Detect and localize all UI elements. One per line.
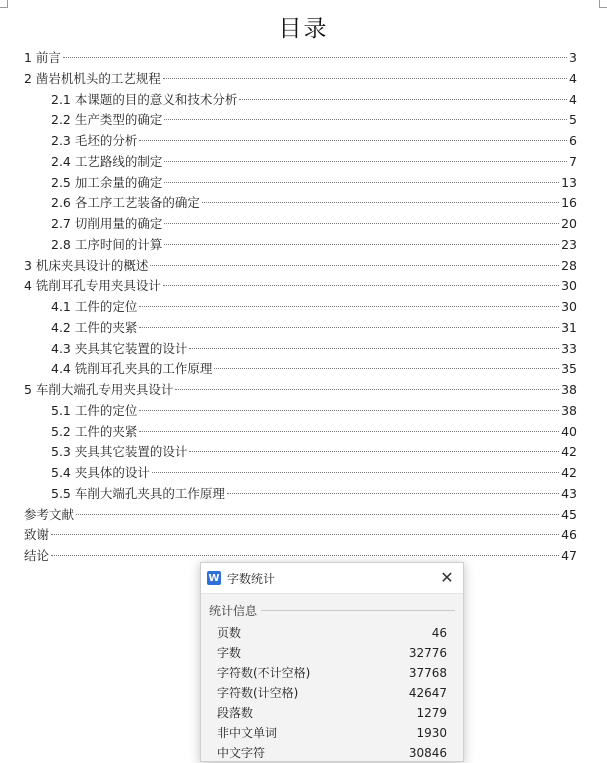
stat-value: 30846: [408, 746, 447, 760]
toc-entry[interactable]: [24, 110, 577, 131]
stat-row: [201, 703, 463, 723]
toc-entry-title: 致谢: [24, 527, 50, 543]
toc-entry[interactable]: [24, 69, 577, 90]
toc-entry-page: 7: [569, 153, 577, 169]
toc-entry-title: 5.3 夹具其它装置的设计: [51, 444, 188, 460]
toc-title: 目录: [278, 16, 329, 42]
stat-label: 字符数(计空格): [217, 686, 299, 700]
statistics-list: [201, 623, 463, 763]
page-corner-mark-left: [0, 0, 8, 8]
toc-leader-dots: [189, 451, 559, 452]
toc-entry-title: 4.2 工件的夹紧: [51, 319, 138, 335]
toc-leader-dots: [63, 57, 567, 58]
toc-entry[interactable]: [24, 193, 577, 214]
toc-entry-page: 42: [561, 444, 577, 460]
toc-entry-page: 45: [561, 506, 577, 522]
toc-leader-dots: [227, 493, 559, 494]
stat-label: 字数: [217, 646, 242, 660]
statistics-section-header: [209, 602, 455, 619]
toc-entry-title: 4.3 夹具其它装置的设计: [51, 340, 188, 356]
toc-entry-title: 参考文献: [24, 506, 75, 522]
toc-leader-dots: [164, 244, 559, 245]
toc-entry-page: 4: [569, 70, 577, 86]
toc-entry-title: 4 铣削耳孔专用夹具设计: [24, 278, 161, 294]
dialog-header: [201, 563, 463, 594]
toc-leader-dots: [139, 140, 567, 141]
toc-entry-title: 5.2 工件的夹紧: [51, 423, 138, 439]
stat-value: 37768: [408, 666, 447, 680]
toc-entry-page: 6: [569, 133, 577, 148]
toc-entry-title: 2.1 本课题的目的意义和技术分析: [51, 91, 238, 107]
toc-entry-title: 5.4 夹具体的设计: [51, 465, 150, 480]
close-icon[interactable]: ✕: [440, 567, 454, 587]
toc-entry-page: 30: [561, 299, 577, 314]
toc-leader-dots: [164, 161, 567, 162]
toc-entry-title: 2.8 工序时间的计算: [51, 236, 163, 252]
toc-entry[interactable]: [24, 484, 577, 505]
toc-leader-dots: [202, 202, 559, 203]
toc-entry-page: 38: [561, 402, 577, 418]
toc-entry[interactable]: [24, 131, 577, 152]
toc-entry-title: 3 机床夹具设计的概述: [24, 257, 149, 273]
toc-entry-page: 43: [561, 485, 577, 501]
toc-entry-title: 2.4 工艺路线的制定: [51, 153, 163, 169]
toc-entry-title: 4.4 铣削耳孔夹具的工作原理: [51, 361, 213, 377]
toc-entry-page: 47: [561, 548, 577, 563]
toc-entry-title: 2.3 毛坯的分析: [51, 133, 138, 148]
toc-entry-page: 28: [561, 257, 577, 273]
toc-entry-page: 35: [561, 361, 577, 377]
toc-entry-title: 5 车削大端孔专用夹具设计: [24, 382, 174, 397]
toc-leader-dots: [239, 99, 567, 100]
toc-leader-dots: [152, 472, 559, 473]
wps-writer-icon: W: [208, 572, 220, 584]
toc-entry-page: 42: [561, 465, 577, 480]
toc-entry-title: 2.6 各工序工艺装备的确定: [51, 195, 200, 211]
stat-label: 页数: [217, 626, 242, 640]
toc-entry[interactable]: [24, 401, 577, 422]
toc-entry-title: 4.1 工件的定位: [51, 299, 138, 314]
toc-entry[interactable]: [24, 442, 577, 463]
toc-leader-dots: [175, 389, 559, 390]
toc-leader-dots: [163, 78, 567, 79]
toc-entry-title: 结论: [24, 548, 50, 563]
toc-entry-page: 13: [561, 174, 577, 190]
toc-entry[interactable]: [24, 422, 577, 443]
table-of-contents: [24, 48, 577, 567]
toc-entry-title: 2 凿岩机机头的工艺规程: [24, 70, 161, 86]
toc-entry-title: 2.5 加工余量的确定: [51, 174, 163, 190]
toc-entry-page: 16: [561, 195, 577, 211]
section-label: 统计信息: [209, 604, 258, 618]
toc-entry[interactable]: [24, 48, 577, 69]
page-corner-mark-right: [599, 0, 607, 8]
toc-leader-dots: [164, 182, 559, 183]
toc-entry-page: 38: [561, 382, 577, 397]
toc-entry-title: 1 前言: [24, 50, 61, 65]
toc-leader-dots: [139, 306, 559, 307]
stat-label: 段落数: [217, 706, 254, 720]
toc-entry-page: 40: [561, 423, 577, 439]
toc-entry-page: 31: [561, 319, 577, 335]
stat-row: [201, 743, 463, 763]
stat-value: 1930: [416, 726, 447, 740]
stat-value: 42647: [408, 686, 447, 700]
toc-entry-title: 2.2 生产类型的确定: [51, 112, 163, 128]
toc-leader-dots: [139, 327, 559, 328]
toc-leader-dots: [163, 285, 559, 286]
toc-leader-dots: [51, 555, 559, 556]
toc-entry[interactable]: [24, 276, 577, 297]
toc-entry[interactable]: [24, 505, 577, 526]
stat-label: 非中文单词: [217, 726, 278, 740]
word-count-dialog: [200, 562, 464, 762]
toc-entry[interactable]: [24, 214, 577, 235]
toc-leader-dots: [139, 410, 559, 411]
stat-row: [201, 643, 463, 663]
toc-entry-title: 2.7 切削用量的确定: [51, 216, 163, 231]
toc-entry-page: 4: [569, 91, 577, 107]
stat-row: [201, 723, 463, 743]
stat-row: [201, 623, 463, 643]
toc-entry[interactable]: [24, 173, 577, 194]
toc-entry[interactable]: [24, 359, 577, 380]
toc-entry[interactable]: [24, 297, 577, 318]
dialog-title: 字数统计: [227, 571, 276, 586]
toc-entry[interactable]: [24, 380, 577, 401]
toc-entry-page: 33: [561, 340, 577, 356]
toc-leader-dots: [139, 431, 559, 432]
toc-entry[interactable]: [24, 152, 577, 173]
toc-leader-dots: [51, 534, 559, 535]
toc-entry-title: 5.1 工件的定位: [51, 402, 138, 418]
toc-leader-dots: [164, 119, 567, 120]
toc-leader-dots: [214, 368, 559, 369]
toc-entry[interactable]: [24, 525, 577, 546]
toc-entry[interactable]: [24, 235, 577, 256]
toc-entry-page: 5: [569, 112, 577, 128]
toc-entry-page: 46: [561, 527, 577, 543]
toc-entry-page: 23: [561, 236, 577, 252]
toc-entry-title: 5.5 车削大端孔夹具的工作原理: [51, 485, 225, 501]
toc-leader-dots: [164, 223, 559, 224]
toc-entry-page: 3: [569, 50, 577, 65]
toc-leader-dots: [189, 348, 559, 349]
toc-leader-dots: [76, 514, 559, 515]
toc-entry-page: 20: [561, 216, 577, 231]
stat-value: 1279: [416, 706, 447, 720]
stat-value: 32776: [408, 646, 447, 660]
stat-row: [201, 663, 463, 683]
toc-entry[interactable]: [24, 318, 577, 339]
stat-label: 中文字符: [217, 746, 266, 760]
toc-entry[interactable]: [24, 463, 577, 484]
stat-value: 46: [431, 626, 447, 640]
toc-entry[interactable]: [24, 90, 577, 111]
section-divider: [261, 610, 455, 611]
toc-entry[interactable]: [24, 256, 577, 277]
stat-label: 字符数(不计空格): [217, 666, 311, 680]
stat-row: [201, 683, 463, 703]
toc-entry-page: 30: [561, 278, 577, 294]
toc-entry[interactable]: [24, 339, 577, 360]
toc-leader-dots: [150, 265, 559, 266]
